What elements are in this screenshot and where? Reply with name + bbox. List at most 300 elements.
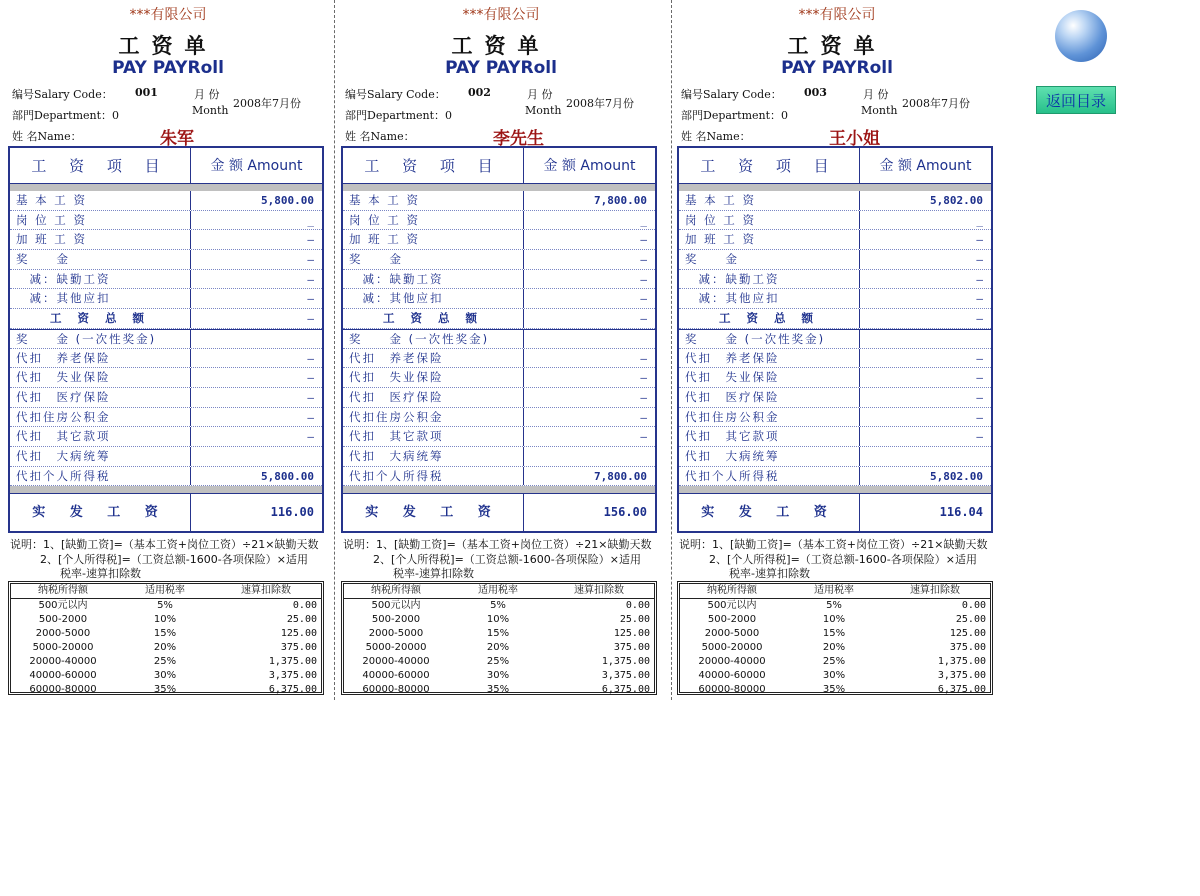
table-row (343, 289, 655, 309)
table-row (679, 368, 991, 388)
row-label: 代扣 其它款项 (10, 427, 191, 446)
table-row (10, 467, 322, 487)
tax-cell: 40000-60000 (29, 670, 97, 681)
tax-row (680, 613, 990, 627)
table-row (343, 349, 655, 369)
tax-cell: 5% (490, 600, 506, 611)
salary-table (8, 146, 324, 533)
tax-cell: 15% (153, 628, 177, 639)
row-amount: – (976, 253, 983, 267)
tax-cell: 35% (822, 684, 846, 695)
header-amount: 金 额 Amount (210, 158, 303, 174)
table-row (679, 349, 991, 369)
notes (679, 538, 997, 582)
tax-cell: 500元以内 (707, 600, 757, 611)
table-row (679, 388, 991, 408)
slip-title: 工资单 (451, 33, 551, 58)
tax-cell: 10% (486, 614, 510, 625)
tax-row (344, 613, 654, 627)
month-label-en: Month (525, 104, 562, 117)
salary-code-label: 编号Salary Code： (681, 88, 782, 101)
row-label: 代扣 养老保险 (679, 349, 860, 368)
gray-band (679, 486, 991, 493)
tax-cell: 35% (153, 684, 177, 695)
tax-row (11, 683, 321, 697)
table-row (10, 329, 322, 349)
tax-cell: 25.00 (286, 614, 317, 625)
tax-cell: 60000-80000 (698, 684, 766, 695)
row-amount: 5,802.00 (930, 469, 983, 483)
row-amount: – (307, 430, 314, 444)
row-label: 奖 金 (679, 250, 860, 269)
tax-cell: 20% (486, 642, 510, 653)
row-label: 基 本 工 资 (679, 191, 860, 210)
net-pay-value: 156.00 (603, 505, 647, 520)
table-row (10, 349, 322, 369)
row-label: 工 资 总 额 (679, 309, 860, 328)
separator-2 (671, 0, 672, 700)
salary-code: 002 (468, 86, 491, 99)
table-row (10, 230, 322, 250)
row-amount: 7,800.00 (594, 469, 647, 483)
table-row (679, 211, 991, 231)
row-label: 代扣 其它款项 (679, 427, 860, 446)
tax-header: 纳税所得额 (707, 585, 757, 596)
tax-cell: 60000-80000 (362, 684, 430, 695)
tax-table-header (680, 584, 990, 599)
tax-cell: 500-2000 (371, 614, 421, 625)
month-label: 月 份 (194, 88, 220, 101)
tax-row (344, 683, 654, 697)
row-amount: 5,800.00 (261, 469, 314, 483)
tax-rate-table (8, 581, 324, 695)
table-row (10, 289, 322, 309)
row-label: 工 资 总 额 (10, 309, 191, 328)
header-amount: 金 额 Amount (879, 158, 972, 174)
tax-cell: 0.00 (292, 600, 317, 611)
tax-table-header (344, 584, 654, 599)
month-value: 2008年7月份 (902, 97, 970, 110)
tax-cell: 15% (822, 628, 846, 639)
row-label: 减：缺勤工资 (10, 270, 191, 289)
row-label: 代扣 医疗保险 (10, 388, 191, 407)
tax-cell: 25.00 (619, 614, 650, 625)
row-label: 工 资 总 额 (343, 309, 524, 328)
row-amount (860, 447, 991, 466)
tax-header: 速算扣除数 (574, 585, 624, 596)
slip-title-en: PAY PAYRoll (445, 58, 557, 78)
tax-cell: 25.00 (955, 614, 986, 625)
month-label: 月 份 (863, 88, 889, 101)
row-amount: _ (976, 213, 983, 227)
tax-row (344, 641, 654, 655)
tax-row (680, 599, 990, 613)
note-line: 2、[个人所得税]=（工资总额-1600-各项保险）×适用 (40, 552, 308, 566)
note-line: 说明：1、[缺勤工资]=（基本工资+岗位工资）÷21×缺勤天数 (343, 538, 652, 551)
table-row (679, 329, 991, 349)
table-row (10, 250, 322, 270)
row-label: 代扣 大病统筹 (679, 447, 860, 466)
tax-cell: 35% (486, 684, 510, 695)
tax-cell: 60000-80000 (29, 684, 97, 695)
net-pay-label: 实 发 工 资 (343, 494, 524, 531)
row-amount (524, 447, 655, 466)
table-row (10, 408, 322, 428)
table-row (679, 467, 991, 487)
tax-row (680, 641, 990, 655)
tax-row (344, 627, 654, 641)
row-label: 奖 金 (一次性奖金) (343, 330, 524, 348)
separator-1 (334, 0, 335, 700)
tax-cell: 25% (153, 656, 177, 667)
salary-code: 003 (804, 86, 827, 99)
employee-name: 王小姐 (829, 129, 880, 149)
tax-cell: 15% (486, 628, 510, 639)
tax-row (11, 627, 321, 641)
slip-title: 工资单 (787, 33, 887, 58)
salary-code: 001 (135, 86, 158, 99)
table-row (679, 447, 991, 467)
back-to-index-button[interactable]: 返回目录 (1036, 86, 1116, 114)
department-label: 部門Department：0 (345, 109, 453, 122)
net-pay-row (343, 493, 655, 531)
name-label: 姓 名Name： (345, 130, 415, 143)
row-amount: – (976, 371, 983, 385)
row-amount: – (976, 430, 983, 444)
tax-row (680, 683, 990, 697)
row-label: 奖 金 (10, 250, 191, 269)
tax-cell: 20000-40000 (29, 656, 97, 667)
row-amount: – (640, 430, 647, 444)
table-row (343, 211, 655, 231)
tax-table-header (11, 584, 321, 599)
row-amount: – (640, 292, 647, 306)
row-amount: – (640, 233, 647, 247)
row-label: 代扣 医疗保险 (343, 388, 524, 407)
gray-band (343, 486, 655, 493)
table-row (679, 270, 991, 290)
table-row (10, 270, 322, 290)
table-row (10, 388, 322, 408)
month-value: 2008年7月份 (566, 97, 634, 110)
name-label: 姓 名Name： (681, 130, 751, 143)
row-amount: – (640, 410, 647, 424)
row-label: 加 班 工 资 (679, 230, 860, 249)
row-label: 加 班 工 资 (343, 230, 524, 249)
salary-table (677, 146, 993, 533)
row-amount: 5,800.00 (261, 194, 314, 207)
tax-cell: 375.00 (280, 642, 317, 653)
table-row (343, 408, 655, 428)
month-label: 月 份 (527, 88, 553, 101)
row-amount: – (640, 351, 647, 365)
note-line: 说明：1、[缺勤工资]=（基本工资+岗位工资）÷21×缺勤天数 (10, 538, 319, 551)
tax-cell: 2000-5000 (704, 628, 760, 639)
header-item: 工 资 项 目 (679, 148, 860, 183)
tax-cell: 1,375.00 (937, 656, 986, 667)
row-label: 岗 位 工 资 (10, 211, 191, 230)
row-amount: – (976, 351, 983, 365)
row-amount (524, 330, 655, 348)
tax-cell: 6,375.00 (601, 684, 650, 695)
tax-rate-table (341, 581, 657, 695)
row-label: 岗 位 工 资 (343, 211, 524, 230)
table-row (343, 467, 655, 487)
row-amount: – (307, 272, 314, 286)
table-header (679, 148, 991, 184)
row-amount: – (307, 233, 314, 247)
tax-cell: 2000-5000 (35, 628, 91, 639)
tax-cell: 20000-40000 (362, 656, 430, 667)
tax-cell: 40000-60000 (698, 670, 766, 681)
net-pay-value: 116.00 (270, 505, 314, 520)
row-label: 代扣 其它款项 (343, 427, 524, 446)
table-row (343, 191, 655, 211)
row-amount (191, 447, 322, 466)
net-pay-label: 实 发 工 资 (10, 494, 191, 531)
tax-header: 纳税所得额 (371, 585, 421, 596)
salary-code-label: 编号Salary Code： (12, 88, 113, 101)
row-amount: 5,802.00 (930, 194, 983, 207)
row-amount: – (976, 272, 983, 286)
header-item: 工 资 项 目 (343, 148, 524, 183)
name-label: 姓 名Name： (12, 130, 82, 143)
net-pay-value: 116.04 (939, 505, 983, 520)
slip-title: 工资单 (118, 33, 218, 58)
note-line: 2、[个人所得税]=（工资总额-1600-各项保险）×适用 (373, 552, 641, 566)
company-name: ***有限公司 (462, 7, 540, 23)
table-row (343, 427, 655, 447)
table-row (679, 408, 991, 428)
row-amount (191, 330, 322, 348)
tax-header: 速算扣除数 (241, 585, 291, 596)
tax-cell: 30% (822, 670, 846, 681)
row-amount: – (307, 312, 314, 326)
tax-cell: 500元以内 (38, 600, 88, 611)
row-amount: – (307, 351, 314, 365)
gray-band (10, 486, 322, 493)
row-label: 减：缺勤工资 (679, 270, 860, 289)
table-row (10, 211, 322, 231)
tax-cell: 3,375.00 (601, 670, 650, 681)
row-label: 代扣个人所得税 (679, 467, 860, 486)
net-pay-row (679, 493, 991, 531)
tax-row (680, 655, 990, 669)
company-name: ***有限公司 (798, 7, 876, 23)
row-amount: _ (640, 213, 647, 227)
tax-rate-table (677, 581, 993, 695)
tax-cell: 125.00 (949, 628, 986, 639)
table-row (343, 309, 655, 329)
tax-row (344, 669, 654, 683)
table-row (679, 191, 991, 211)
note-line: 说明：1、[缺勤工资]=（基本工资+岗位工资）÷21×缺勤天数 (679, 538, 988, 551)
table-row (679, 427, 991, 447)
tax-cell: 375.00 (613, 642, 650, 653)
tax-cell: 20% (822, 642, 846, 653)
table-row (343, 447, 655, 467)
tax-cell: 500-2000 (707, 614, 757, 625)
row-label: 减：缺勤工资 (343, 270, 524, 289)
table-row (343, 230, 655, 250)
tax-cell: 5000-20000 (701, 642, 763, 653)
tax-cell: 1,375.00 (601, 656, 650, 667)
note-line: 税率-速算扣除数 (60, 567, 141, 580)
row-amount: – (640, 312, 647, 326)
gray-band (679, 184, 991, 191)
row-amount: _ (307, 213, 314, 227)
month-label-en: Month (861, 104, 898, 117)
tax-row (344, 599, 654, 613)
row-amount: – (307, 292, 314, 306)
row-label: 岗 位 工 资 (679, 211, 860, 230)
salary-table (341, 146, 657, 533)
table-row (343, 270, 655, 290)
tax-cell: 5000-20000 (32, 642, 94, 653)
table-row (343, 368, 655, 388)
net-pay-row (10, 493, 322, 531)
gray-band (343, 184, 655, 191)
tax-header: 适用税率 (145, 585, 185, 596)
tax-cell: 3,375.00 (268, 670, 317, 681)
row-amount: – (976, 233, 983, 247)
tax-cell: 20000-40000 (698, 656, 766, 667)
tax-row (11, 613, 321, 627)
row-label: 代扣住房公积金 (679, 408, 860, 427)
tax-cell: 1,375.00 (268, 656, 317, 667)
tax-header: 纳税所得额 (38, 585, 88, 596)
tax-header: 适用税率 (814, 585, 854, 596)
row-amount: – (307, 390, 314, 404)
table-row (10, 427, 322, 447)
row-label: 减：其他应扣 (10, 289, 191, 308)
tax-row (680, 627, 990, 641)
row-label: 代扣 失业保险 (679, 368, 860, 387)
slip-title-en: PAY PAYRoll (781, 58, 893, 78)
tax-cell: 30% (486, 670, 510, 681)
tax-cell: 5000-20000 (365, 642, 427, 653)
tax-row (11, 641, 321, 655)
tax-row (11, 655, 321, 669)
table-row (679, 309, 991, 329)
row-amount: – (307, 253, 314, 267)
header-item: 工 资 项 目 (10, 148, 191, 183)
row-amount: 7,800.00 (594, 194, 647, 207)
table-row (10, 447, 322, 467)
row-label: 减：其他应扣 (679, 289, 860, 308)
table-row (679, 230, 991, 250)
notes (343, 538, 661, 582)
table-row (679, 289, 991, 309)
row-amount: – (976, 390, 983, 404)
row-amount: – (976, 410, 983, 424)
row-label: 代扣 养老保险 (343, 349, 524, 368)
globe-icon[interactable] (1055, 10, 1107, 62)
row-label: 加 班 工 资 (10, 230, 191, 249)
table-row (343, 329, 655, 349)
row-label: 代扣个人所得税 (10, 467, 191, 486)
row-label: 代扣住房公积金 (10, 408, 191, 427)
employee-name: 朱军 (160, 129, 194, 149)
tax-row (11, 599, 321, 613)
tax-cell: 125.00 (280, 628, 317, 639)
tax-cell: 5% (157, 600, 173, 611)
tax-cell: 25% (822, 656, 846, 667)
tax-cell: 500-2000 (38, 614, 88, 625)
tax-row (11, 669, 321, 683)
row-label: 代扣 大病统筹 (10, 447, 191, 466)
row-amount: – (640, 371, 647, 385)
row-label: 奖 金 (一次性奖金) (10, 330, 191, 348)
tax-header: 速算扣除数 (910, 585, 960, 596)
tax-cell: 0.00 (961, 600, 986, 611)
employee-name: 李先生 (493, 129, 544, 149)
tax-cell: 375.00 (949, 642, 986, 653)
tax-cell: 20% (153, 642, 177, 653)
tax-row (344, 655, 654, 669)
tax-header: 适用税率 (478, 585, 518, 596)
company-name: ***有限公司 (129, 7, 207, 23)
row-amount: – (640, 272, 647, 286)
tax-cell: 0.00 (625, 600, 650, 611)
tax-cell: 25% (486, 656, 510, 667)
row-label: 减：其他应扣 (343, 289, 524, 308)
tax-cell: 2000-5000 (368, 628, 424, 639)
tax-cell: 10% (153, 614, 177, 625)
notes (10, 538, 328, 582)
row-amount: – (976, 292, 983, 306)
row-label: 代扣个人所得税 (343, 467, 524, 486)
tax-cell: 500元以内 (371, 600, 421, 611)
table-header (10, 148, 322, 184)
department-label: 部門Department：0 (681, 109, 789, 122)
note-line: 税率-速算扣除数 (729, 567, 810, 580)
tax-cell: 125.00 (613, 628, 650, 639)
row-amount: – (307, 410, 314, 424)
table-row (343, 250, 655, 270)
row-amount: – (976, 312, 983, 326)
tax-cell: 6,375.00 (268, 684, 317, 695)
slip-title-en: PAY PAYRoll (112, 58, 224, 78)
row-label: 基 本 工 资 (10, 191, 191, 210)
row-label: 奖 金 (一次性奖金) (679, 330, 860, 348)
tax-row (680, 669, 990, 683)
note-line: 税率-速算扣除数 (393, 567, 474, 580)
month-label-en: Month (192, 104, 229, 117)
table-header (343, 148, 655, 184)
row-label: 代扣 医疗保险 (679, 388, 860, 407)
table-row (10, 191, 322, 211)
tax-cell: 3,375.00 (937, 670, 986, 681)
tax-cell: 5% (826, 600, 842, 611)
note-line: 2、[个人所得税]=（工资总额-1600-各项保险）×适用 (709, 552, 977, 566)
header-amount: 金 额 Amount (543, 158, 636, 174)
row-label: 代扣 失业保险 (343, 368, 524, 387)
tax-cell: 40000-60000 (362, 670, 430, 681)
tax-cell: 6,375.00 (937, 684, 986, 695)
department-label: 部門Department：0 (12, 109, 120, 122)
row-label: 代扣 养老保险 (10, 349, 191, 368)
gray-band (10, 184, 322, 191)
row-label: 奖 金 (343, 250, 524, 269)
row-label: 代扣 大病统筹 (343, 447, 524, 466)
table-row (10, 309, 322, 329)
row-amount: – (640, 390, 647, 404)
row-amount: – (640, 253, 647, 267)
month-value: 2008年7月份 (233, 97, 301, 110)
row-label: 基 本 工 资 (343, 191, 524, 210)
tax-cell: 10% (822, 614, 846, 625)
